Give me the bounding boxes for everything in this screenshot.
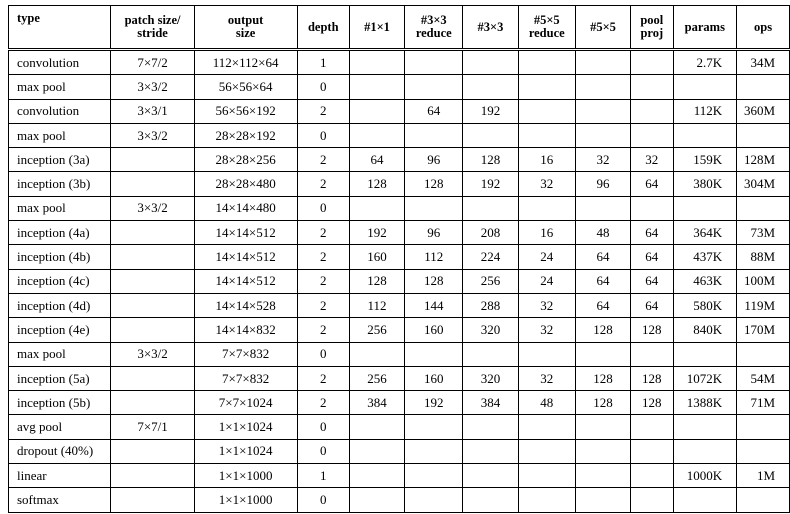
cell-params [673,488,737,512]
cell-patch-size-stride: 3×3/1 [111,99,194,123]
cell-params [673,123,737,147]
cell-patch-size-stride [111,293,194,317]
cell-depth: 0 [297,488,349,512]
cell-depth: 0 [297,123,349,147]
cell-conv3x3 [463,464,518,488]
cell-depth: 2 [297,172,349,196]
cell-conv5x5-reduce [518,342,575,366]
cell-conv5x5: 64 [575,245,630,269]
cell-output-size: 7×7×832 [194,342,297,366]
cell-type: avg pool [9,415,111,439]
cell-patch-size-stride [111,439,194,463]
cell-depth: 2 [297,245,349,269]
cell-output-size: 1×1×1024 [194,439,297,463]
cell-depth: 0 [297,75,349,99]
cell-ops: 170M [737,318,790,342]
cell-conv5x5-reduce: 24 [518,269,575,293]
cell-conv5x5: 48 [575,221,630,245]
cell-depth: 1 [297,464,349,488]
cell-conv5x5-reduce: 16 [518,221,575,245]
cell-patch-size-stride [111,488,194,512]
cell-patch-size-stride: 3×3/2 [111,75,194,99]
cell-type: inception (4b) [9,245,111,269]
cell-params: 2.7K [673,50,737,75]
cell-type: softmax [9,488,111,512]
cell-pool-proj [631,439,673,463]
cell-conv5x5: 128 [575,366,630,390]
cell-pool-proj [631,342,673,366]
cell-conv5x5-reduce: 32 [518,293,575,317]
cell-conv1x1: 256 [349,366,404,390]
cell-conv5x5 [575,342,630,366]
cell-type: inception (4c) [9,269,111,293]
cell-conv1x1 [349,75,404,99]
table-row [9,318,790,342]
cell-conv1x1: 256 [349,318,404,342]
cell-conv3x3-reduce: 192 [405,391,463,415]
cell-conv5x5: 128 [575,391,630,415]
cell-conv3x3: 192 [463,172,518,196]
cell-conv1x1 [349,342,404,366]
cell-output-size: 14×14×528 [194,293,297,317]
cell-ops: 73M [737,221,790,245]
cell-conv5x5: 128 [575,318,630,342]
cell-conv5x5-reduce: 32 [518,366,575,390]
cell-pool-proj [631,99,673,123]
cell-type: inception (5b) [9,391,111,415]
cell-conv1x1 [349,415,404,439]
cell-conv3x3-reduce: 112 [405,245,463,269]
table-row [9,439,790,463]
cell-output-size: 1×1×1000 [194,488,297,512]
cell-conv5x5-reduce [518,488,575,512]
cell-conv3x3-reduce [405,342,463,366]
cell-conv3x3: 128 [463,148,518,172]
cell-type: inception (4e) [9,318,111,342]
cell-params [673,196,737,220]
cell-conv3x3 [463,439,518,463]
cell-params [673,75,737,99]
cell-params: 437K [673,245,737,269]
cell-depth: 2 [297,366,349,390]
cell-patch-size-stride [111,464,194,488]
cell-conv5x5-reduce [518,50,575,75]
cell-pool-proj: 128 [631,366,673,390]
column-header-params: params [673,6,737,50]
cell-pool-proj: 64 [631,221,673,245]
cell-conv3x3: 208 [463,221,518,245]
table-row [9,293,790,317]
cell-output-size: 56×56×192 [194,99,297,123]
cell-conv5x5-reduce [518,439,575,463]
cell-conv5x5-reduce [518,123,575,147]
cell-type: inception (5a) [9,366,111,390]
cell-type: inception (4a) [9,221,111,245]
cell-conv3x3-reduce: 160 [405,366,463,390]
cell-params: 364K [673,221,737,245]
cell-conv1x1 [349,439,404,463]
cell-ops: 1M [737,464,790,488]
cell-pool-proj: 128 [631,318,673,342]
cell-output-size: 14×14×480 [194,196,297,220]
cell-conv5x5-reduce: 24 [518,245,575,269]
cell-params: 112K [673,99,737,123]
cell-params: 1000K [673,464,737,488]
cell-conv3x3-reduce: 128 [405,269,463,293]
cell-output-size: 7×7×832 [194,366,297,390]
cell-conv3x3 [463,342,518,366]
cell-conv3x3-reduce [405,50,463,75]
table-row [9,415,790,439]
table-container [8,5,790,513]
column-header-output-size: output size [194,6,297,50]
cell-conv1x1 [349,123,404,147]
cell-params [673,342,737,366]
table-row [9,123,790,147]
cell-params: 580K [673,293,737,317]
cell-params: 380K [673,172,737,196]
column-header-type: type [9,6,111,50]
cell-pool-proj: 64 [631,293,673,317]
cell-params [673,439,737,463]
column-header-conv1x1: #1×1 [349,6,404,50]
cell-output-size: 14×14×512 [194,245,297,269]
cell-depth: 2 [297,318,349,342]
cell-type: convolution [9,50,111,75]
cell-type: convolution [9,99,111,123]
cell-conv5x5-reduce: 16 [518,148,575,172]
cell-output-size: 56×56×64 [194,75,297,99]
cell-conv3x3: 288 [463,293,518,317]
table-row [9,50,790,75]
table-row [9,464,790,488]
cell-params: 1388K [673,391,737,415]
cell-patch-size-stride [111,245,194,269]
cell-params [673,415,737,439]
cell-conv3x3 [463,75,518,99]
cell-output-size: 28×28×480 [194,172,297,196]
cell-patch-size-stride: 7×7/1 [111,415,194,439]
table-row [9,196,790,220]
cell-patch-size-stride: 3×3/2 [111,123,194,147]
cell-ops: 128M [737,148,790,172]
cell-conv1x1: 128 [349,172,404,196]
cell-depth: 0 [297,415,349,439]
cell-conv5x5-reduce [518,464,575,488]
cell-patch-size-stride [111,318,194,342]
cell-conv3x3-reduce [405,75,463,99]
cell-ops: 304M [737,172,790,196]
table-row [9,391,790,415]
table-row [9,221,790,245]
cell-pool-proj: 32 [631,148,673,172]
cell-ops [737,439,790,463]
cell-conv3x3 [463,196,518,220]
cell-output-size: 7×7×1024 [194,391,297,415]
cell-conv1x1 [349,488,404,512]
cell-params: 463K [673,269,737,293]
cell-type: dropout (40%) [9,439,111,463]
cell-patch-size-stride [111,172,194,196]
cell-conv5x5-reduce: 32 [518,172,575,196]
cell-ops [737,123,790,147]
cell-conv1x1: 192 [349,221,404,245]
table-row [9,245,790,269]
cell-ops: 34M [737,50,790,75]
cell-conv3x3-reduce [405,464,463,488]
table-row [9,488,790,512]
cell-ops [737,415,790,439]
cell-conv1x1: 128 [349,269,404,293]
cell-pool-proj [631,415,673,439]
cell-ops [737,196,790,220]
cell-output-size: 28×28×256 [194,148,297,172]
cell-conv1x1: 160 [349,245,404,269]
cell-ops: 54M [737,366,790,390]
cell-conv5x5-reduce: 32 [518,318,575,342]
cell-type: inception (3a) [9,148,111,172]
cell-conv1x1: 384 [349,391,404,415]
cell-pool-proj: 128 [631,391,673,415]
cell-depth: 2 [297,148,349,172]
cell-type: max pool [9,75,111,99]
cell-depth: 2 [297,269,349,293]
cell-output-size: 1×1×1024 [194,415,297,439]
cell-conv3x3-reduce [405,488,463,512]
cell-ops: 119M [737,293,790,317]
cell-patch-size-stride [111,269,194,293]
cell-conv5x5: 32 [575,148,630,172]
column-header-conv5x5-reduce: #5×5 reduce [518,6,575,50]
cell-patch-size-stride: 3×3/2 [111,342,194,366]
cell-ops [737,488,790,512]
cell-conv1x1 [349,99,404,123]
architecture-table [8,5,790,513]
cell-conv5x5 [575,464,630,488]
cell-conv3x3-reduce: 96 [405,148,463,172]
cell-conv5x5 [575,415,630,439]
cell-conv3x3: 384 [463,391,518,415]
cell-conv5x5 [575,99,630,123]
cell-conv3x3-reduce: 96 [405,221,463,245]
cell-conv5x5-reduce [518,75,575,99]
cell-patch-size-stride: 3×3/2 [111,196,194,220]
cell-pool-proj [631,75,673,99]
cell-patch-size-stride: 7×7/2 [111,50,194,75]
cell-conv3x3: 224 [463,245,518,269]
cell-pool-proj [631,488,673,512]
cell-conv1x1: 64 [349,148,404,172]
cell-conv5x5 [575,439,630,463]
cell-conv5x5 [575,123,630,147]
cell-conv3x3-reduce [405,415,463,439]
cell-conv5x5: 64 [575,269,630,293]
cell-patch-size-stride [111,366,194,390]
cell-conv5x5 [575,50,630,75]
cell-conv3x3: 320 [463,366,518,390]
cell-conv5x5-reduce [518,415,575,439]
cell-conv3x3-reduce: 128 [405,172,463,196]
header-row [9,6,790,50]
cell-depth: 2 [297,293,349,317]
table-row [9,269,790,293]
cell-ops: 360M [737,99,790,123]
cell-conv3x3-reduce [405,123,463,147]
cell-conv3x3-reduce: 160 [405,318,463,342]
table-row [9,75,790,99]
column-header-ops: ops [737,6,790,50]
column-header-conv3x3: #3×3 [463,6,518,50]
cell-ops [737,75,790,99]
cell-depth: 2 [297,99,349,123]
cell-conv5x5 [575,488,630,512]
cell-pool-proj: 64 [631,172,673,196]
cell-pool-proj [631,50,673,75]
column-header-conv3x3-reduce: #3×3 reduce [405,6,463,50]
cell-params: 1072K [673,366,737,390]
cell-params: 159K [673,148,737,172]
cell-ops: 71M [737,391,790,415]
column-header-pool-proj: pool proj [631,6,673,50]
cell-type: max pool [9,123,111,147]
cell-type: linear [9,464,111,488]
cell-depth: 1 [297,50,349,75]
cell-conv5x5-reduce [518,99,575,123]
cell-type: max pool [9,196,111,220]
cell-patch-size-stride [111,221,194,245]
cell-conv5x5-reduce: 48 [518,391,575,415]
cell-conv5x5 [575,196,630,220]
cell-conv1x1 [349,464,404,488]
cell-conv3x3-reduce: 144 [405,293,463,317]
cell-params: 840K [673,318,737,342]
cell-type: inception (4d) [9,293,111,317]
cell-depth: 0 [297,439,349,463]
cell-pool-proj [631,196,673,220]
cell-conv3x3: 320 [463,318,518,342]
cell-type: inception (3b) [9,172,111,196]
column-header-conv5x5: #5×5 [575,6,630,50]
cell-type: max pool [9,342,111,366]
cell-depth: 2 [297,391,349,415]
cell-conv3x3: 192 [463,99,518,123]
table-row [9,148,790,172]
cell-conv3x3-reduce: 64 [405,99,463,123]
cell-conv1x1: 112 [349,293,404,317]
cell-conv1x1 [349,196,404,220]
cell-ops: 88M [737,245,790,269]
cell-depth: 0 [297,342,349,366]
cell-conv1x1 [349,50,404,75]
cell-conv3x3 [463,415,518,439]
cell-pool-proj: 64 [631,245,673,269]
cell-ops: 100M [737,269,790,293]
cell-ops [737,342,790,366]
cell-depth: 0 [297,196,349,220]
cell-conv3x3-reduce [405,196,463,220]
cell-pool-proj [631,464,673,488]
table-row [9,172,790,196]
cell-conv5x5 [575,75,630,99]
cell-pool-proj [631,123,673,147]
cell-patch-size-stride [111,148,194,172]
cell-pool-proj: 64 [631,269,673,293]
cell-depth: 2 [297,221,349,245]
cell-conv3x3 [463,488,518,512]
cell-conv5x5-reduce [518,196,575,220]
cell-conv3x3 [463,50,518,75]
cell-conv3x3: 256 [463,269,518,293]
table-row [9,99,790,123]
cell-output-size: 14×14×832 [194,318,297,342]
cell-output-size: 14×14×512 [194,221,297,245]
cell-output-size: 14×14×512 [194,269,297,293]
cell-patch-size-stride [111,391,194,415]
cell-conv5x5: 64 [575,293,630,317]
table-row [9,366,790,390]
cell-conv3x3 [463,123,518,147]
cell-conv3x3-reduce [405,439,463,463]
cell-output-size: 28×28×192 [194,123,297,147]
cell-conv5x5: 96 [575,172,630,196]
table-row [9,342,790,366]
column-header-depth: depth [297,6,349,50]
table-body [9,50,790,513]
cell-output-size: 112×112×64 [194,50,297,75]
cell-output-size: 1×1×1000 [194,464,297,488]
column-header-patch-size-stride: patch size/ stride [111,6,194,50]
